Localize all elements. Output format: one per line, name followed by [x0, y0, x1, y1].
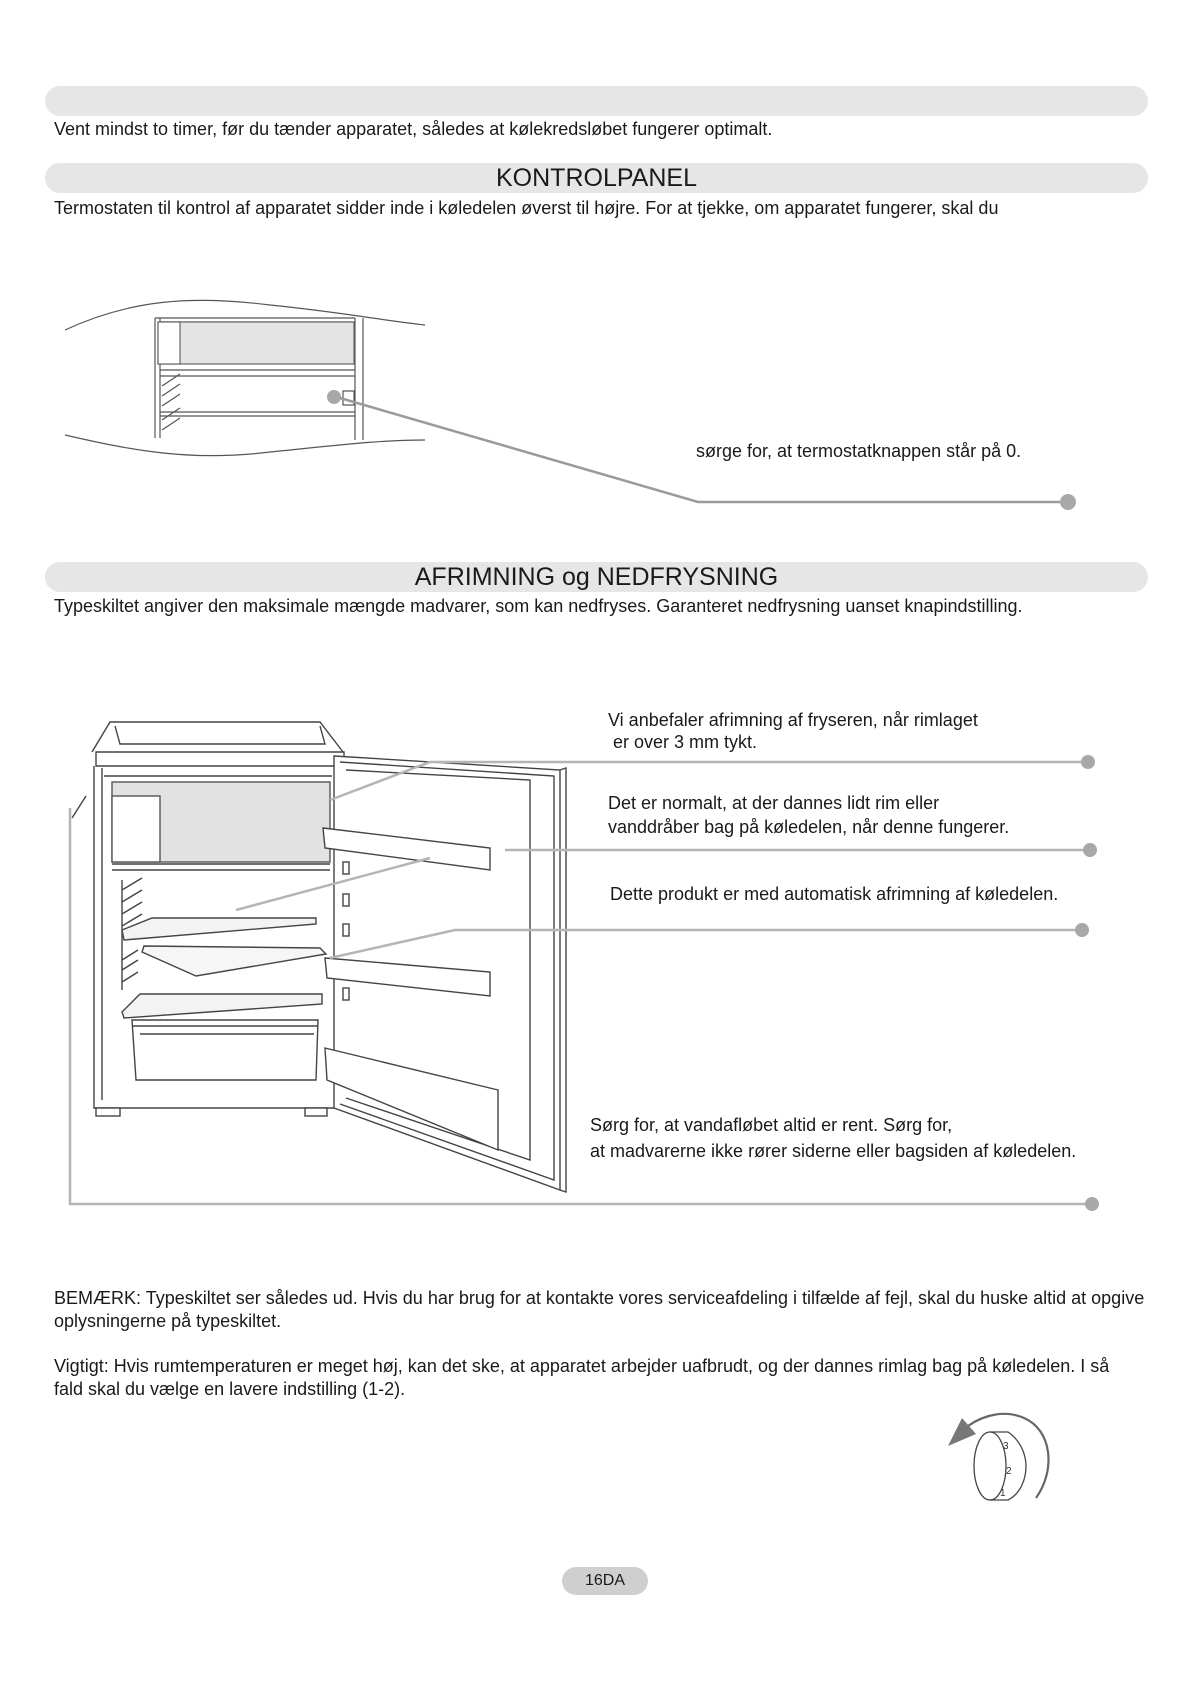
callout-3: Dette produkt er med automatisk afrimning af køledelen.: [610, 884, 1059, 904]
leader-dot-3: [1075, 923, 1089, 937]
afrimning-heading: AFRIMNING og NEDFRYSNING: [414, 563, 779, 591]
kontrolpanel-leader-dot: [1060, 494, 1076, 510]
freezer-compartment-diagram: [65, 300, 425, 455]
callout-4-line2: at madvarerne ikke rører siderne eller bagsiden af køledelen.: [590, 1141, 1077, 1161]
knob-mark-2: 2: [1006, 1466, 1012, 1477]
intro-text: Vent mindst to timer, før du tænder apparatet, således at kølekredsløbet fungerer optimalt.: [54, 119, 773, 139]
leader-dot-4: [1085, 1197, 1099, 1211]
callout-2-line1: Det er normalt, at der dannes lidt rim eller: [608, 793, 940, 813]
kontrolpanel-callout: sørge for, at termostatknappen står på 0.: [696, 441, 1022, 461]
thermostat-knob-icon: [974, 1432, 1026, 1500]
callout-4-line1: Sørg for, at vandafløbet altid er rent. Sørg for,: [590, 1115, 953, 1135]
kontrolpanel-heading: KONTROLPANEL: [496, 164, 697, 192]
callout-1-line1: Vi anbefaler afrimning af fryseren, når rimlaget: [608, 710, 978, 730]
rotate-arrow-icon: [968, 1414, 1049, 1498]
bemaerk-note: BEMÆRK: Typeskiltet ser således ud. Hvis du har brug for at kontakte vores serviceafdeling i tilfælde af fejl, skal du huske altid at opgive oplysningerne på typeskiltet.: [54, 1288, 1145, 1331]
callout-2-line2: vanddråber bag på køledelen, når denne fungerer.: [608, 817, 1010, 837]
callout-1-line2: er over 3 mm tykt.: [613, 732, 758, 752]
vigtigt-note: Vigtigt: Hvis rumtemperaturen er meget høj, kan det ske, at apparatet arbejder uafbrudt, og der dannes rimlag bag på køledelen. I så fald skal du vælge en lavere indstilling (1-2).: [54, 1356, 1110, 1399]
knob-mark-1: 1: [1000, 1488, 1006, 1499]
kontrolpanel-body: Termostaten til kontrol af apparatet sidder inde i køledelen øverst til højre. For at tjekke, om apparatet fungerer, skal du: [54, 198, 999, 218]
leader-dot-2: [1083, 843, 1097, 857]
fridge-diagram: [72, 722, 566, 1192]
afrimning-body: Typeskiltet angiver den maksimale mængde madvarer, som kan nedfryses. Garanteret nedfrysning uanset knapindstilling.: [54, 596, 1023, 616]
page-number: 16DA: [562, 1567, 648, 1595]
leader-dot-1: [1081, 755, 1095, 769]
knob-mark-3: 3: [1003, 1441, 1009, 1452]
